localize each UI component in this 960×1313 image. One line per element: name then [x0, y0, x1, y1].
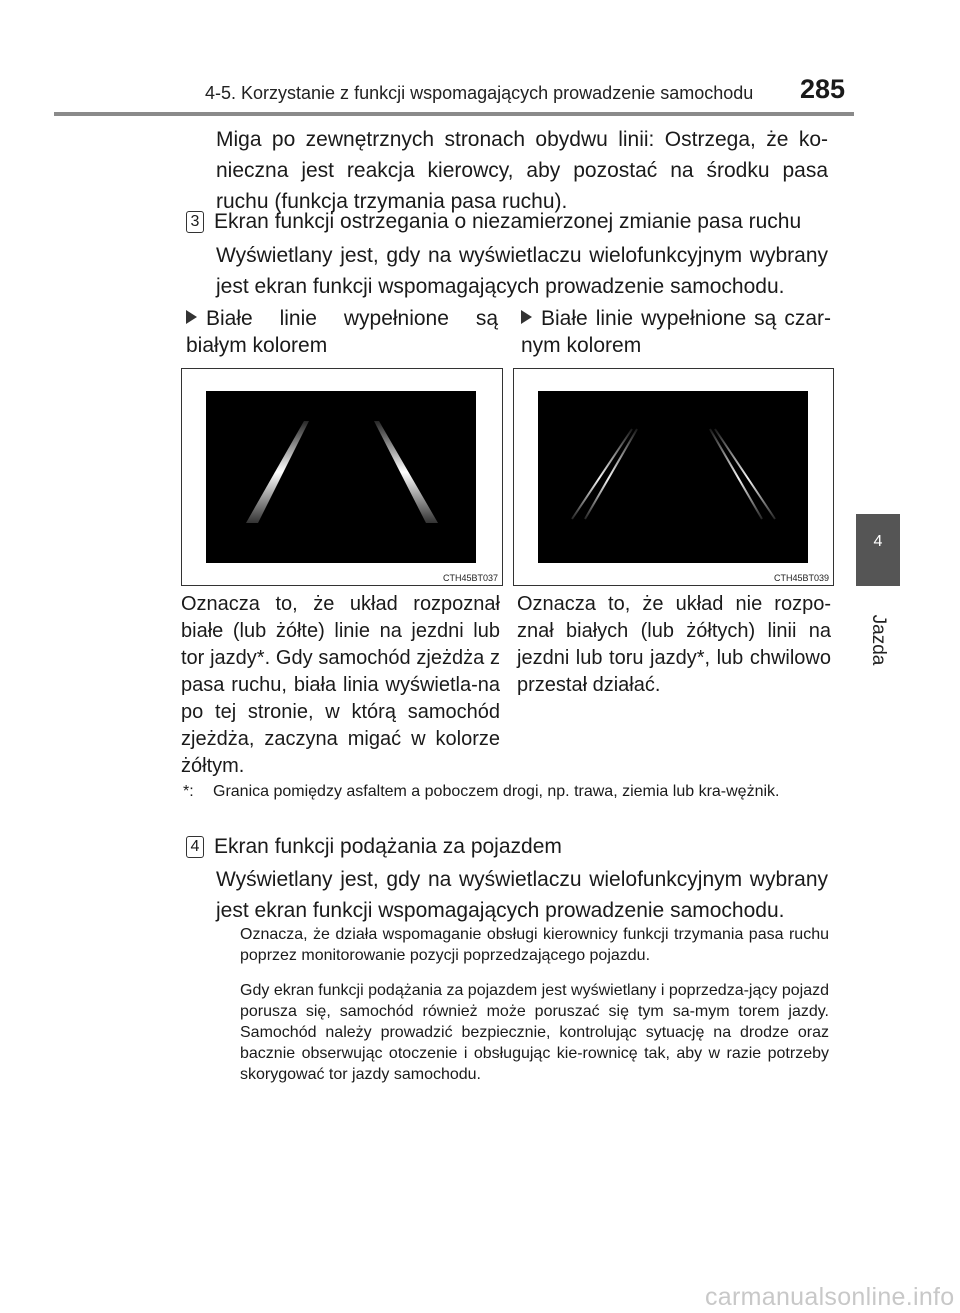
- right-column-heading: [521, 305, 831, 359]
- chapter-tab: 4: [856, 514, 900, 586]
- lane-lines-filled-graphic: [206, 391, 476, 563]
- right-lane-inner-edge: [710, 429, 762, 519]
- intro-paragraph: Miga po zewnętrznych stronach obydwu linii: Ostrzega, że ko-nieczna jest reakcja kierowcy, aby pozostać na środku pasa ruchu (funkcja trzymania pasa ruchu).: [216, 128, 828, 213]
- display-screen: [206, 391, 476, 563]
- item3-title: Ekran funkcji ostrzegania o niezamierzonej zmianie pasa ruchu: [214, 210, 802, 233]
- watermark: carmanualsonline.info: [705, 1283, 955, 1311]
- right-heading-text: Białe linie wypełnione są czar-nym kolorem: [521, 307, 831, 357]
- triangle-bullet-icon: [521, 310, 532, 324]
- left-lane-line: [246, 421, 309, 523]
- chapter-label-container: [858, 600, 898, 680]
- item4-text: Wyświetlany jest, gdy na wyświetlaczu wielofunkcyjnym wybrany jest ekran funkcji wspomagających prowadzenie samochodu.: [216, 868, 828, 922]
- right-lane-outer-edge: [715, 429, 775, 519]
- footnote-mark: *:: [183, 783, 194, 800]
- left-lane-inner-edge: [585, 429, 637, 519]
- item4-heading: [186, 832, 562, 862]
- figure-lane-lines-outline: [513, 368, 834, 586]
- item3-number-badge: 3: [186, 211, 204, 233]
- item4-number-badge: 4: [186, 836, 204, 858]
- right-column-description: Oznacza to, że układ nie rozpo-znał białych (lub żółtych) linii na jezdni lub toru jazdy*, lub chwilowo przestał działać.: [517, 593, 831, 696]
- item3-text: Wyświetlany jest, gdy na wyświetlaczu wielofunkcyjnym wybrany jest ekran funkcji wspomagających prowadzenie samochodu.: [216, 244, 828, 298]
- footnote: [183, 781, 829, 803]
- page-number: 285: [800, 74, 846, 104]
- header-divider: [54, 112, 854, 116]
- lane-lines-outline-graphic: [538, 391, 808, 563]
- left-lane-outer-edge: [572, 429, 632, 519]
- chapter-label: Jazda: [868, 614, 889, 666]
- footnote-text: Granica pomiędzy asfaltem a poboczem drogi, np. trawa, ziemia lub kra-wężnik.: [213, 783, 780, 800]
- right-lane-line: [374, 421, 438, 523]
- item4-note-1: Oznacza, że działa wspomaganie obsługi kierownicy funkcji trzymania pasa ruchu poprzez monitorowanie pozycji poprzedzającego pojazdu.: [240, 926, 829, 964]
- triangle-bullet-icon: [186, 310, 197, 324]
- header-title: 4-5. Korzystanie z funkcji wspomagających prowadzenie samochodu: [205, 83, 754, 103]
- figure-lane-lines-filled: [181, 368, 503, 586]
- display-screen: [538, 391, 808, 563]
- item3-heading: [186, 207, 801, 237]
- item4-note-2: Gdy ekran funkcji podążania za pojazdem jest wyświetlany i poprzedza-jący pojazd porusza się, samochód również może poruszać się tym sa-mym torem jazdy. Samochód należy prowadzić bezpiecznie, kontrolując sytuację na drodze oraz bacznie obserwując otoczenie i obsługując kie-rownicę tak, aby w razie potrzeby skorygować tor jazdy samochodu.: [240, 982, 829, 1083]
- item4-title: Ekran funkcji podążania za pojazdem: [214, 835, 562, 858]
- figure-code: CTH45BT039: [773, 573, 829, 583]
- left-column-heading: [186, 305, 498, 359]
- figure-code: CTH45BT037: [442, 573, 498, 583]
- left-heading-text: Białe linie wypełnione są białym kolorem: [186, 307, 498, 357]
- left-column-description: Oznacza to, że układ rozpoznał białe (lub żółte) linie na jezdni lub tor jazdy*. Gdy samochód zjeżdża z pasa ruchu, biała linia wyświetla-na po tej stronie, w którą samochód zjeżdża, zaczyna migać w kolorze żółtym.: [181, 593, 500, 777]
